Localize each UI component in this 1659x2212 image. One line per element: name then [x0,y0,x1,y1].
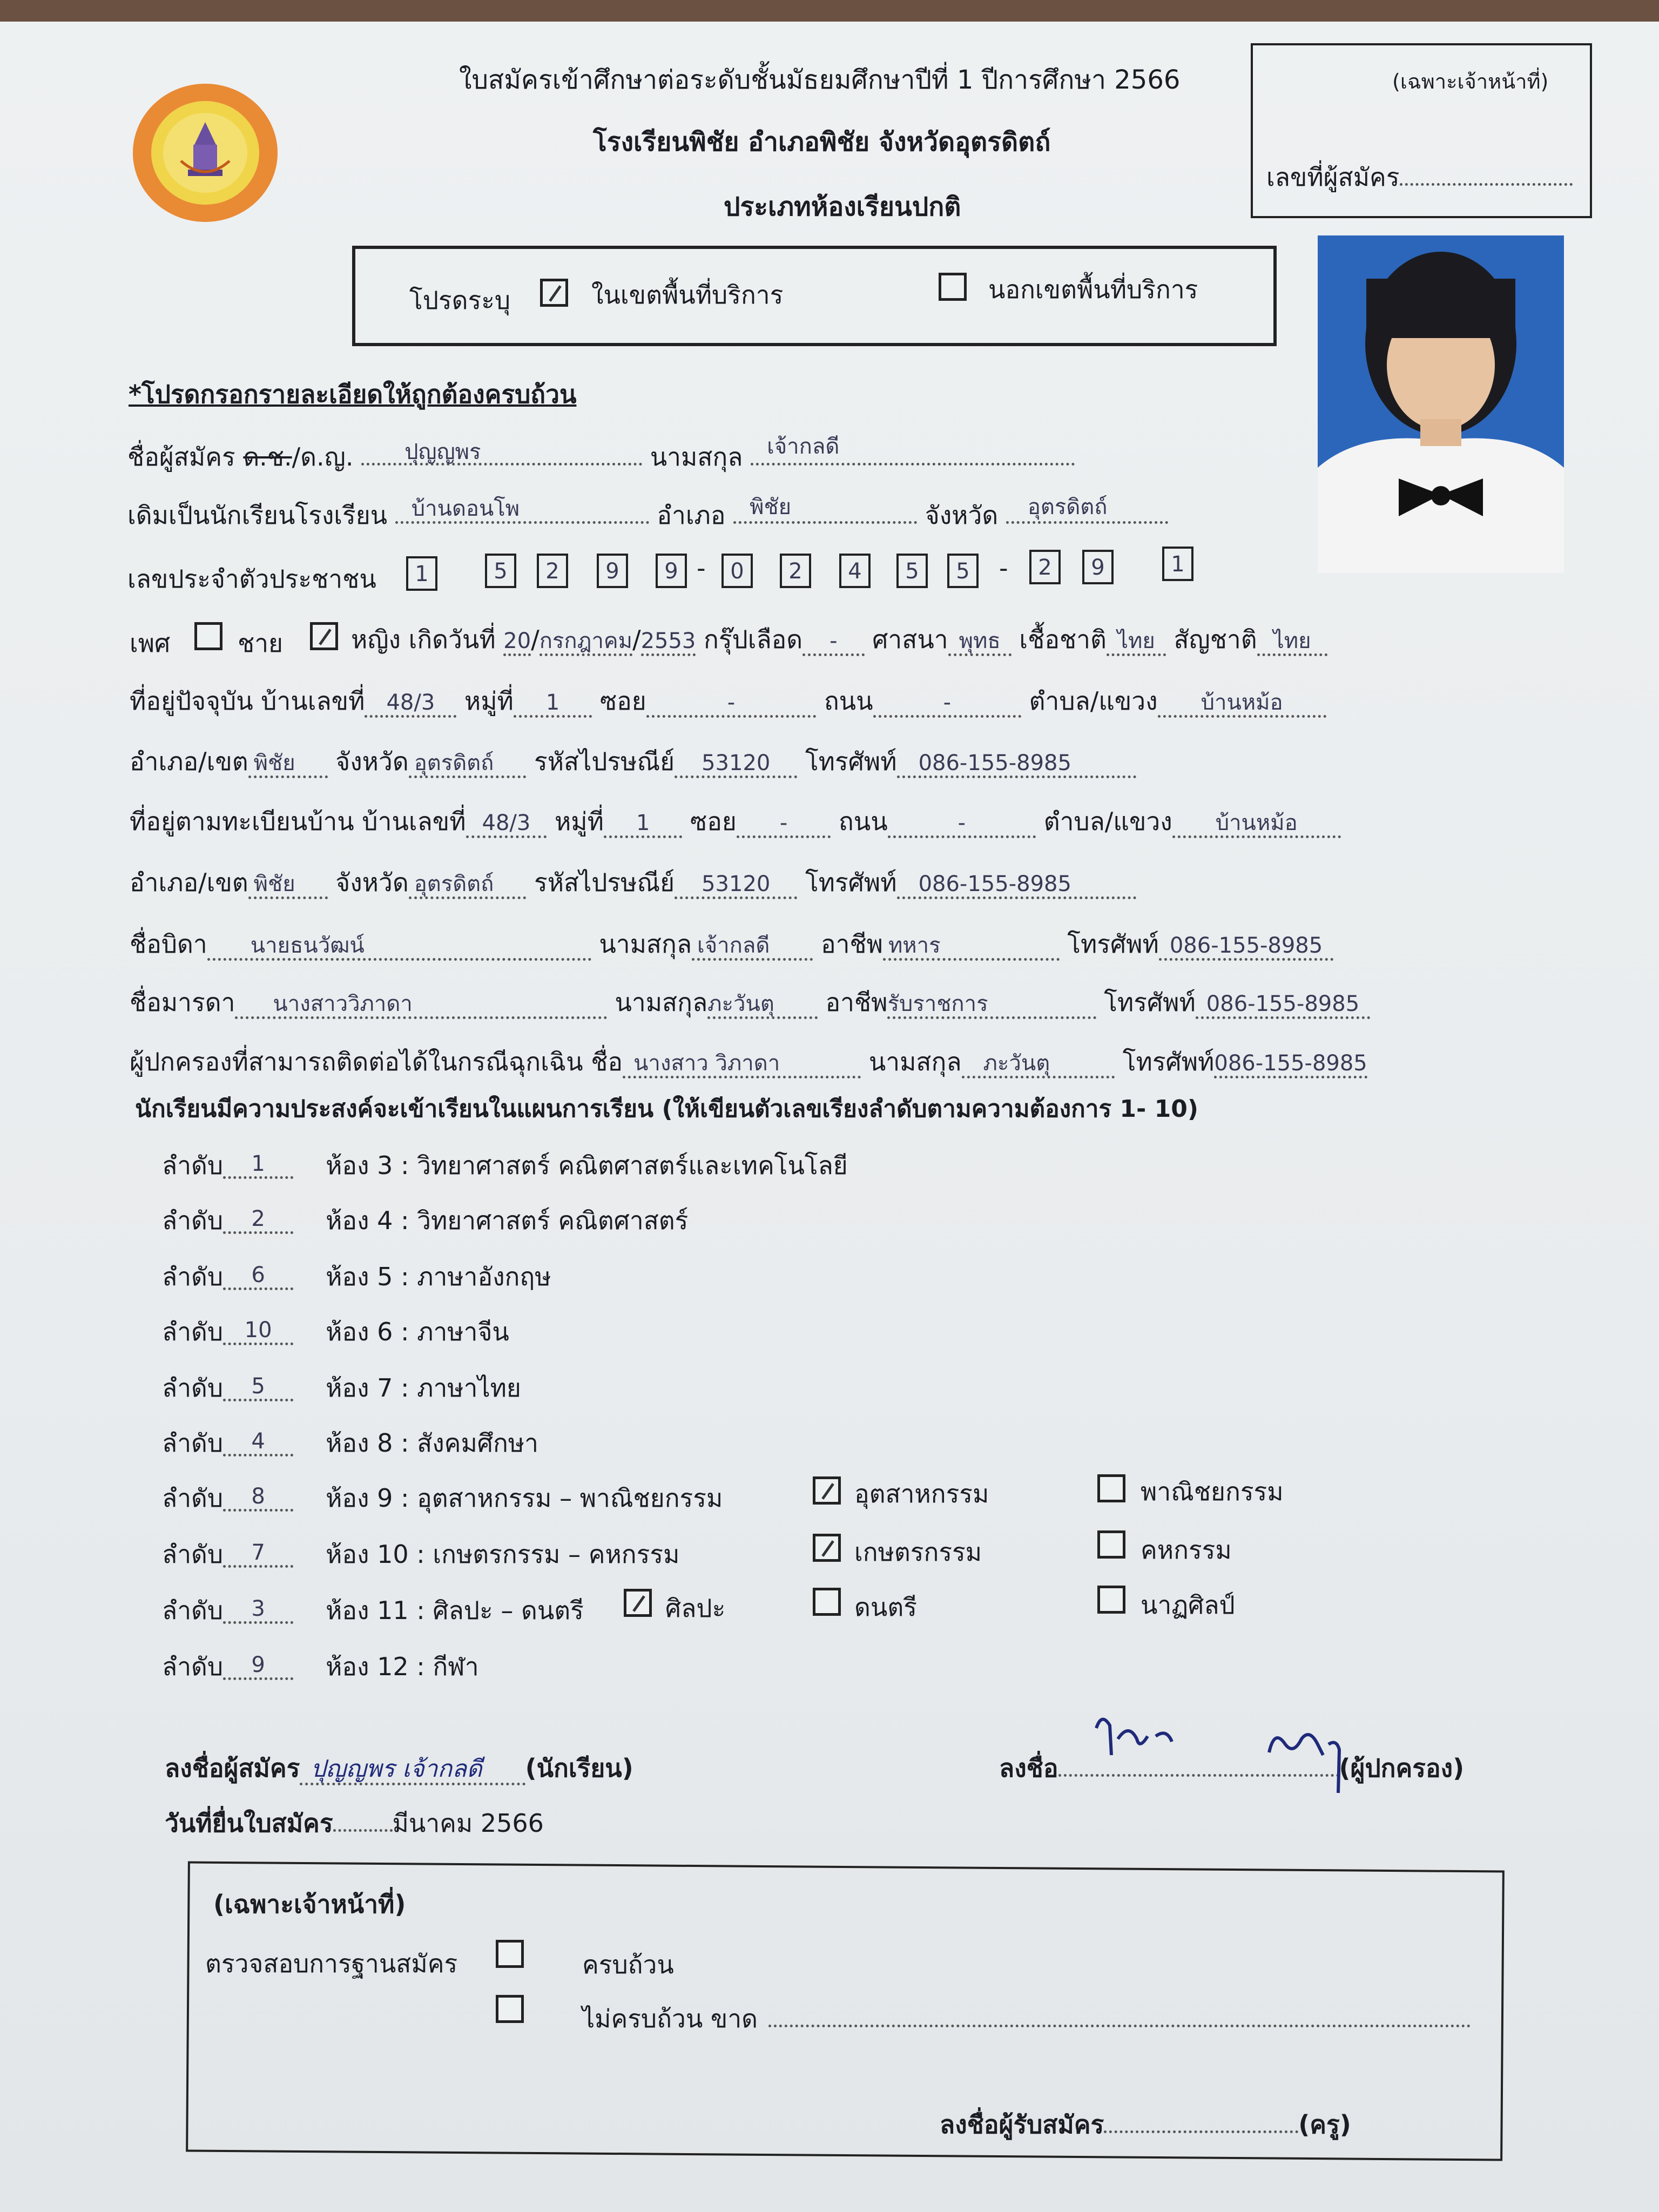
rank-label: ลำดับ [162,1206,224,1235]
school-name: โรงเรียนพิชัย อำเภอพิชัย จังหวัดอุตรดิตถ์ [593,127,1051,157]
id-digit: 5 [896,554,928,588]
registered-address-row1: ที่อยู่ตามทะเบียนบ้าน บ้านเลขที่ 48/3 หมู่ที่ 1 ซอย - ถนน - ตำบล/แขวง บ้านหม้อ [130,802,1341,841]
inside-area-checkbox[interactable] [540,279,568,307]
plan-heading: นักเรียนมีความประสงค์จะเข้าเรียนในแผนการเรียน (ให้เขียนตัวเลขเรียงลำดับตามความต้องการ 1- 10) [135,1095,1198,1123]
birth-day: 20 [503,629,531,656]
instruction: *โปรดกรอกรายละเอียดให้ถูกต้องครบถ้วน [129,380,577,409]
id-digit: 4 [839,554,871,588]
rank-value[interactable]: 3 [223,1596,293,1624]
rank-value[interactable]: 10 [223,1318,293,1345]
registered-tambon: บ้านหม้อ [1172,811,1341,838]
surname-value: เจ้ากลดี [767,434,840,459]
rank-value[interactable]: 2 [223,1206,293,1234]
registered-postal: 53120 [675,872,797,899]
room-label: ห้อง 7 : ภาษาไทย [326,1373,521,1402]
id-label: เลขประจำตัวประชาชน [127,564,376,594]
registered-phone: 086-155-8985 [897,872,1136,899]
room-label: ห้อง 12 : กีฬา [326,1652,479,1681]
guardian-row: ผู้ปกครองที่สามารถติดต่อได้ในกรณีฉุกเฉิน ชื่อ นางสาว วิภาดา นามสกุล ภะวันตุ โทรศัพท์086-155-8985 [130,1042,1367,1082]
plan-row [162,1257,551,1297]
current-tambon: บ้านหม้อ [1158,690,1326,718]
complete-label: ครบถ้วน [582,1950,674,1979]
registered-province: อุตรดิตถ์ [409,872,527,899]
mother-job: รับราชการ [887,992,1096,1019]
current-amphoe: พิชัย [248,751,328,778]
applicant-photo [1318,235,1564,573]
rank-label: ลำดับ [162,1540,224,1569]
id-dash: - [999,554,1008,583]
birth-row: หญิง เกิดวันที่ 20/กรกฎาคม/2553 กรุ๊ปเลือด - ศาสนา พุทธ เชื้อชาติ ไทย สัญชาติ ไทย [351,620,1327,659]
industry-checkbox[interactable] [813,1476,841,1505]
guardian-name: นางสาว วิภาดา [623,1051,861,1078]
id-digit: 2 [1029,550,1061,584]
guardian-phone: 086-155-8985 [1214,1051,1367,1078]
incomplete-checkbox[interactable] [496,1995,524,2023]
room-label: ห้อง 5 : ภาษาอังกฤษ [326,1262,551,1291]
rank-value[interactable]: 6 [223,1263,293,1290]
father-name: นายธนวัฒน์ [207,933,591,961]
registered-soi: - [737,811,831,838]
father-row: ชื่อบิดา นายธนวัฒน์ นามสกุล เจ้ากลดี อาชีพ ทหาร โทรศัพท์ 086-155-8985 [130,925,1333,964]
agriculture-checkbox[interactable] [813,1534,841,1562]
rank-label: ลำดับ [162,1483,224,1513]
complete-checkbox[interactable] [496,1940,524,1968]
current-house-no: 48/3 [365,690,456,718]
plan-row [162,1312,509,1352]
id-digit: 9 [1082,550,1114,584]
id-digit: 5 [485,554,516,588]
dance-checkbox[interactable] [1097,1586,1125,1614]
id-digit: 9 [597,554,628,588]
prefix-struck: ด.ช. [243,442,292,471]
rank-label: ลำดับ [162,1652,224,1681]
plan-row [162,1368,521,1408]
commerce-label: พาณิชยกรรม [1141,1477,1284,1506]
race-value: ไทย [1107,629,1166,656]
plan-row [162,1535,679,1574]
rank-label: ลำดับ [162,1428,224,1458]
staff-check-label: ตรวจสอบการฐานสมัคร [205,1949,458,1978]
incomplete-row: ไม่ครบถ้วน ขาด [582,1999,1471,2039]
rank-value[interactable]: 5 [223,1374,293,1401]
rank-value[interactable]: 9 [223,1653,293,1680]
room-label: ห้อง 6 : ภาษาจีน [326,1317,509,1346]
music-label: ดนตรี [854,1593,917,1622]
male-checkbox[interactable] [194,622,222,650]
rank-label: ลำดับ [162,1373,224,1402]
outside-area-label: นอกเขตพื้นที่บริการ [988,275,1198,304]
registered-road: - [888,811,1036,838]
plan-row [162,1647,479,1687]
school-seal-logo [130,80,281,228]
room-label: ห้อง 3 : วิทยาศาสตร์ คณิตศาสตร์และเทคโนโลยี [326,1151,848,1180]
religion-value: พุทธ [948,629,1011,656]
room-label: ห้อง 11 : ศิลปะ – ดนตรี [326,1596,584,1625]
table-edge [0,0,1659,22]
rank-label: ลำดับ [162,1317,224,1346]
art-label: ศิลปะ [665,1594,726,1623]
prev-school-row: เดิมเป็นนักเรียนโรงเรียน บ้านดอนโพ อำเภอ พิชัย จังหวัด อุตรดิตถ์ [127,496,1168,535]
rank-value[interactable]: 8 [223,1484,293,1512]
rank-value[interactable]: 1 [223,1151,293,1179]
current-moo: 1 [514,690,592,718]
officer-box-label: (เฉพาะเจ้าหน้าที่) [1392,70,1549,93]
plan-row [162,1424,538,1463]
father-job: ทหาร [883,933,1060,961]
current-address-row1: ที่อยู่ปัจจุบัน บ้านเลขที่ 48/3 หมู่ที่ 1 ซอย - ถนน - ตำบล/แขวง บ้านหม้อ [130,682,1326,721]
registered-house-no: 48/3 [466,811,547,838]
gender-label: เพศ [130,629,171,658]
room-type: ประเภทห้องเรียนปกติ [724,192,961,222]
current-road: - [873,690,1021,718]
current-phone: 086-155-8985 [897,751,1136,778]
birth-year: 2553 [641,629,696,656]
id-digit: 5 [947,554,979,588]
blood-value: - [802,629,864,656]
male-label: ชาย [238,629,284,658]
prev-district-value: พิชัย [750,495,792,520]
id-dash: - [697,554,706,583]
applicant-sign-row: ลงชื่อผู้สมัคร ปุญญพร เจ้ากลดี (นักเรียน) [165,1749,633,1788]
rank-label: ลำดับ [162,1262,224,1291]
id-digit: 0 [721,554,753,588]
rank-value[interactable]: 7 [223,1540,293,1568]
home-economics-checkbox[interactable] [1097,1530,1125,1559]
female-checkbox[interactable] [310,622,338,650]
registered-address-row2: อำเภอ/เขต พิชัย จังหวัด อุตรดิตถ์ รหัสไปรษณีย์ 53120 โทรศัพท์ 086-155-8985 [130,863,1136,902]
father-phone: 086-155-8985 [1159,933,1333,961]
father-surname: เจ้ากลดี [692,933,813,961]
id-digit: 1 [406,556,437,591]
mother-phone: 086-155-8985 [1196,992,1370,1019]
room-label: ห้อง 9 : อุตสาหกรรม – พาณิชยกรรม [326,1483,723,1513]
registered-moo: 1 [604,811,682,838]
rank-value[interactable]: 4 [223,1429,293,1456]
name-row: ชื่อผู้สมัคร ด.ช./ด.ญ. ปุญญพร นามสกุล เจ้ากลดี [127,437,1075,477]
id-digit: 9 [656,554,687,588]
prev-province-value: อุตรดิตถ์ [1027,495,1108,520]
home-economics-label: คหกรรม [1141,1535,1232,1564]
inside-area-label: ในเขตพื้นที่บริการ [591,280,784,309]
plan-row [162,1591,584,1630]
outside-area-checkbox[interactable] [939,273,967,301]
commerce-checkbox[interactable] [1097,1474,1125,1502]
applicant-no-label: เลขที่ผู้สมัคร [1266,158,1573,197]
industry-label: อุตสาหกรรม [854,1479,989,1508]
form-title: ใบสมัครเข้าศึกษาต่อระดับชั้นมัธยมศึกษาปีที่ 1 ปีการศึกษา 2566 [459,65,1181,95]
first-name-value: ปุญญพร [404,440,481,464]
guardian-signature [1085,1707,1366,1800]
current-postal: 53120 [675,751,797,778]
id-digit: 1 [1162,547,1193,581]
prev-school-value: บ้านดอนโพ [411,496,520,521]
agriculture-label: เกษตรกรรม [854,1537,982,1567]
submit-date-value: มีนาคม 2566 [392,1809,544,1838]
registered-amphoe: พิชัย [248,872,328,899]
submit-date-row: วันที่ยื่นใบสมัคร มีนาคม 2566 [165,1809,544,1838]
id-digit: 2 [780,554,811,588]
nationality-value: ไทย [1257,629,1327,656]
plan-row [162,1479,723,1518]
rank-label: ลำดับ [162,1151,224,1180]
current-address-row2: อำเภอ/เขต พิชัย จังหวัด อุตรดิตถ์ รหัสไปรษณีย์ 53120 โทรศัพท์ 086-155-8985 [130,742,1136,781]
mother-name: นางสาววิภาดา [235,992,606,1019]
room-label: ห้อง 10 : เกษตรกรรม – คหกรรม [326,1540,680,1569]
id-digit: 2 [537,554,568,588]
room-label: ห้อง 4 : วิทยาศาสตร์ คณิตศาสตร์ [326,1206,689,1235]
rank-label: ลำดับ [162,1596,224,1625]
applicant-signature: ปุญญพร เจ้ากลดี [300,1755,525,1785]
guardian-surname: ภะวันตุ [962,1051,1115,1078]
staff-title: (เฉพาะเจ้าหน้าที่) [213,1890,406,1919]
mother-surname: ภะวันตุ [707,992,818,1019]
guardian-sign-row: ลงชื่อ (ผู้ปกครอง) [999,1754,1465,1783]
room-label: ห้อง 8 : สังคมศึกษา [326,1428,538,1458]
current-soi: - [646,690,816,718]
plan-row [162,1201,688,1240]
birth-month: กรกฎาคม [539,629,632,656]
dance-label: นาฏศิลป์ [1141,1590,1235,1620]
plan-row [162,1146,848,1185]
current-province: อุตรดิตถ์ [409,751,527,778]
art-checkbox[interactable] [624,1589,652,1617]
mother-row: ชื่อมารดา นางสาววิภาดา นามสกุลภะวันตุ อาชีพรับราชการ โทรศัพท์ 086-155-8985 [130,983,1370,1022]
receiver-sign-row: ลงชื่อผู้รับสมัคร (ครู) [940,2110,1351,2139]
music-checkbox[interactable] [813,1588,841,1616]
area-select-label: โปรดระบุ [409,286,511,315]
